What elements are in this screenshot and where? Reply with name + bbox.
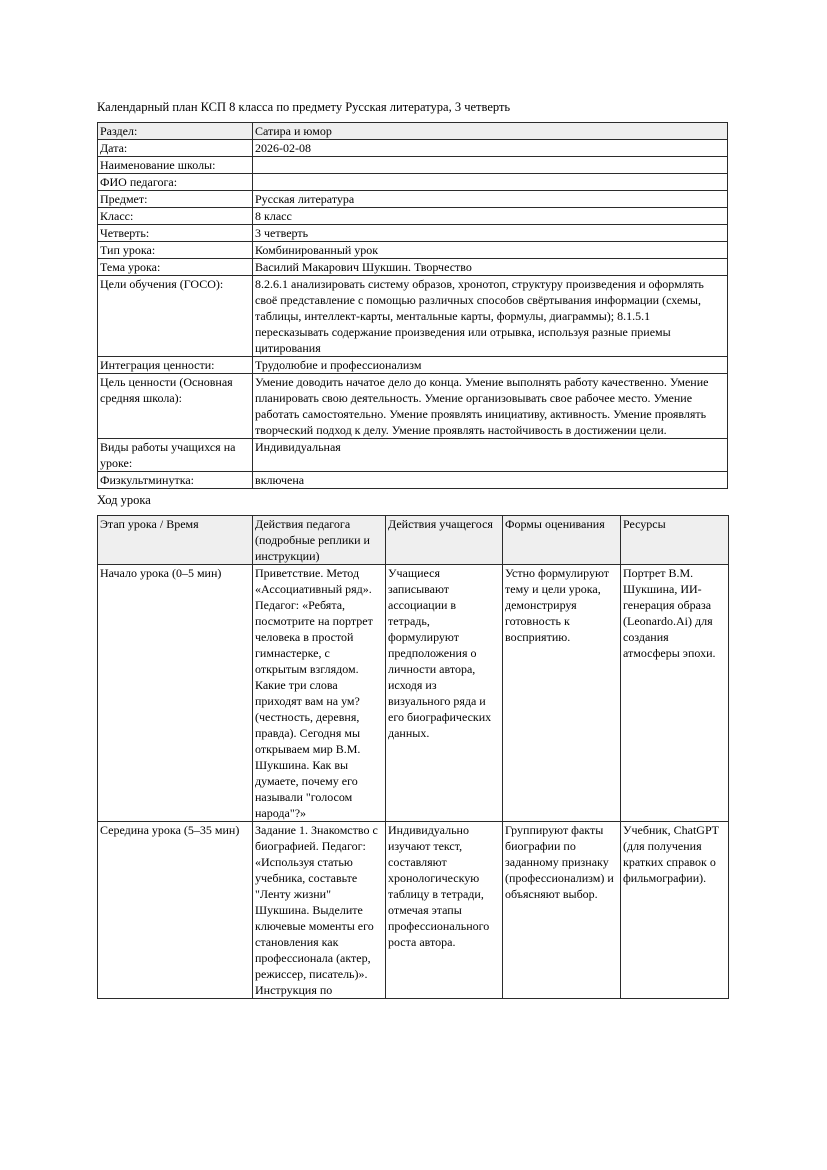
info-row-value: Умение доводить начатое дело до конца. Умение выполнять работу качественно. Умение планировать свою деятельность. Умение организовывать свое рабочее место. Умение работать самостоятельно. Умение проявлять инициативу, активность. Умение проявлять творческий подход к делу. Умение проявлять настойчивость в достижении цели. (253, 374, 728, 439)
info-row-label: Виды работы учащихся на уроке: (98, 439, 253, 472)
info-row-value: Комбинированный урок (253, 242, 728, 259)
info-table-row (98, 123, 728, 140)
flow-cell-resources: Учебник, ChatGPT (для получения кратких справок о фильмографии). (621, 822, 729, 999)
info-table-row (98, 191, 728, 208)
flow-cell-stage: Начало урока (0–5 мин) (98, 565, 253, 822)
info-row-value (253, 174, 728, 191)
document-content (97, 99, 728, 999)
info-row-value: Василий Макарович Шукшин. Творчество (253, 259, 728, 276)
info-row-label: Наименование школы: (98, 157, 253, 174)
flow-cell-assessment: Группируют факты биографии по заданному признаку (профессионализм) и объясняют выбор. (503, 822, 621, 999)
info-table-row (98, 276, 728, 357)
info-row-value: 3 четверть (253, 225, 728, 242)
info-table-row (98, 174, 728, 191)
info-row-label: Физкультминутка: (98, 472, 253, 489)
info-table-row (98, 259, 728, 276)
info-row-label: Тип урока: (98, 242, 253, 259)
info-row-value (253, 157, 728, 174)
info-row-value: 2026-02-08 (253, 140, 728, 157)
info-table-row (98, 472, 728, 489)
info-table-row (98, 208, 728, 225)
section-heading-course-of-lesson: Ход урока (97, 493, 151, 507)
flow-table-row (98, 822, 729, 999)
flow-table-row (98, 565, 729, 822)
column-header-stage-time: Этап урока / Время (98, 516, 253, 565)
flow-table-header-row (98, 516, 729, 565)
info-row-value: 8.2.6.1 анализировать систему образов, хронотоп, структуру произведения и оформлять своё представление с помощью различных способов свёртывания информации (схемы, таблицы, интеллект-карты, ментальные карты, формулы, диаграммы); 8.1.5.1 пересказывать содержание произведения или отрывка, используя разные приемы цитирования (253, 276, 728, 357)
info-row-label: Четверть: (98, 225, 253, 242)
info-table-row (98, 140, 728, 157)
flow-cell-teacher: Приветствие. Метод «Ассоциативный ряд». Педагог: «Ребята, посмотрите на портрет человека в простой гимнастерке, с открытым взглядом. Какие три слова приходят вам на ум? (честность, деревня, правда). Сегодня мы открываем мир В.М. Шукшина. Как вы думаете, почему его называли "голосом народа"?» (253, 565, 386, 822)
flow-cell-teacher: Задание 1. Знакомство с биографией. Педагог: «Используя статью учебника, составьте "Ленту жизни" Шукшина. Выделите ключевые моменты его становления как профессионала (актер, режиссер, писатель)». Инструкция по (253, 822, 386, 999)
column-header-teacher-actions: Действия педагога (подробные реплики и инструкции) (253, 516, 386, 565)
column-header-resources: Ресурсы (621, 516, 729, 565)
flow-cell-student: Учащиеся записывают ассоциации в тетрадь, формулируют предположения о личности автора, исходя из визуального ряда и его биографических данных. (386, 565, 503, 822)
flow-cell-student: Индивидуально изучают текст, составляют хронологическую таблицу в тетради, отмечая этапы профессионального роста автора. (386, 822, 503, 999)
info-row-label: Цели обучения (ГОСО): (98, 276, 253, 357)
info-row-label: Интеграция ценности: (98, 357, 253, 374)
column-header-assessment-forms: Формы оценивания (503, 516, 621, 565)
info-table-row (98, 439, 728, 472)
info-row-label: ФИО педагога: (98, 174, 253, 191)
info-row-value: Индивидуальная (253, 439, 728, 472)
info-row-label: Класс: (98, 208, 253, 225)
flow-cell-stage: Середина урока (5–35 мин) (98, 822, 253, 999)
info-row-label: Раздел: (98, 123, 253, 140)
lesson-flow-table (97, 515, 729, 999)
info-table-row (98, 357, 728, 374)
info-row-label: Дата: (98, 140, 253, 157)
info-table-row (98, 225, 728, 242)
info-row-value: 8 класс (253, 208, 728, 225)
info-row-value: Русская литература (253, 191, 728, 208)
info-table-row (98, 374, 728, 439)
info-row-label: Предмет: (98, 191, 253, 208)
column-header-student-actions: Действия учащегося (386, 516, 503, 565)
document-title: Календарный план КСП 8 класса по предмету Русская литература, 3 четверть (97, 100, 511, 114)
info-table-row (98, 242, 728, 259)
lesson-info-table (97, 122, 728, 489)
info-row-value: Сатира и юмор (253, 123, 728, 140)
info-table-row (98, 157, 728, 174)
flow-cell-assessment: Устно формулируют тему и цели урока, демонстрируя готовность к восприятию. (503, 565, 621, 822)
info-row-value: включена (253, 472, 728, 489)
info-row-label: Тема урока: (98, 259, 253, 276)
flow-cell-resources: Портрет В.М. Шукшина, ИИ-генерация образа (Leonardo.Ai) для создания атмосферы эпохи. (621, 565, 729, 822)
info-row-value: Трудолюбие и профессионализм (253, 357, 728, 374)
info-row-label: Цель ценности (Основная средняя школа): (98, 374, 253, 439)
